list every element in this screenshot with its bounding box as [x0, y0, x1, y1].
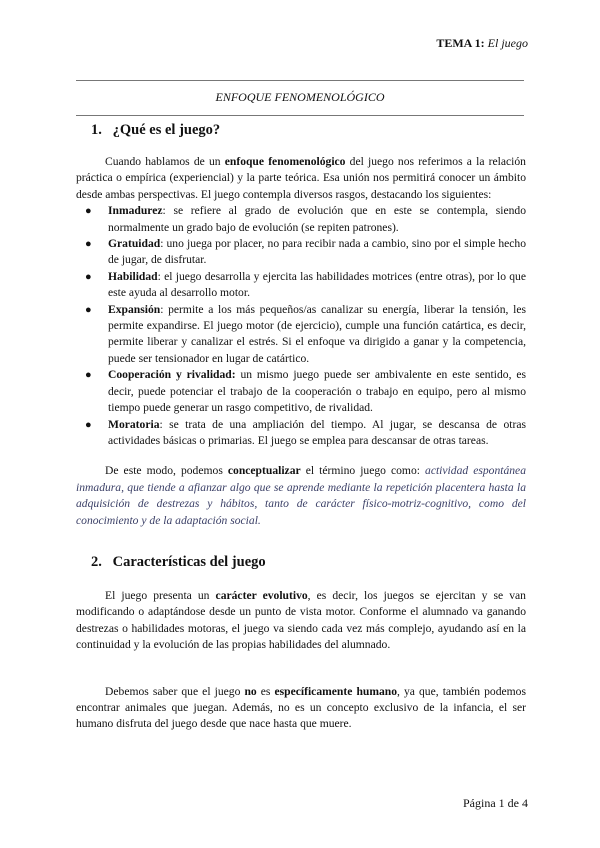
- section-2-body: [76, 588, 526, 733]
- header-tema: TEMA 1:: [436, 36, 485, 50]
- human-paragraph: [76, 684, 526, 733]
- intro-text-b: del juego nos referimos a la relación práctica o empírica (experiencial) y la parte teórica. Esa unión nos permitirá conocer un ámbito desde ambas perspectivas. El juego contempla diversos rasgos, destacando los siguientes:: [76, 155, 526, 201]
- section-1-heading: [76, 122, 526, 138]
- trait-term: Cooperación y rivalidad:: [108, 368, 236, 382]
- evolution-paragraph: [76, 588, 526, 654]
- intro-paragraph: [76, 154, 526, 203]
- section-1-title: ¿Qué es el juego?: [112, 122, 221, 138]
- section-2-heading: [76, 554, 526, 570]
- list-item: [85, 269, 526, 302]
- trait-text: : se refiere al grado de evolución que en este se contempla, siendo normalmente un grado bajo de evolución (se repiten patrones).: [108, 204, 526, 234]
- para2-text-a: El juego presenta un: [105, 589, 216, 602]
- intro-bold: enfoque fenomenológico: [224, 155, 346, 168]
- divider-top: [76, 80, 524, 81]
- section-1: [76, 122, 526, 138]
- list-item: [85, 302, 526, 368]
- list-item: [85, 367, 526, 416]
- section-2-number: 2.: [91, 554, 102, 570]
- trait-term: Inmadurez: [108, 204, 163, 218]
- bullet-icon: ●: [85, 238, 92, 251]
- section-2-title: Características del juego: [112, 554, 266, 570]
- definition-quote: actividad espontánea inmadura, que tiende a afianzar algo que se aprende mediante la repetición placentera hasta la adquisición de destrezas y hábitos, tanto de carácter físico-motriz-cognitivo, como del conocimiento y de la adaptación social.: [76, 464, 527, 527]
- bullet-icon: ●: [85, 418, 92, 431]
- list-item: [85, 417, 526, 450]
- bullet-icon: ●: [85, 270, 92, 283]
- para2-text-b: , es decir, los juegos se ejercitan y se van modificando o adaptándose desde un punto de vista motor. Conforme el alumnado va ganando destrezas o habilidades motoras, el juego va siendo cada vez más complejo, ayudando así en la continuidad y la evolución de las propias habilidades del alumnado.: [76, 589, 526, 652]
- definition-bold: conceptualizar: [227, 464, 301, 478]
- para3-bold-no: no: [244, 684, 257, 698]
- trait-term: Moratoria: [108, 417, 160, 431]
- trait-text: : el juego desarrolla y ejercita las habilidades motrices (entre otras), por lo que este ayuda al desarrollo motor.: [108, 269, 526, 300]
- divider-bottom: [76, 115, 524, 116]
- trait-text: un mismo juego puede ser ambivalente en este sentido, es decir, puede potenciar el trabajo de la cooperación o trabajo en equipo, pero al mismo tiempo puede generar un rasgo competitivo, de rivalidad.: [108, 368, 526, 415]
- page-header: [436, 36, 528, 51]
- definition-text-b: el término juego como:: [300, 464, 426, 478]
- bullet-icon: ●: [85, 205, 92, 218]
- trait-term: Habilidad: [108, 269, 158, 283]
- para2-bold: carácter evolutivo: [215, 589, 308, 602]
- list-item: [85, 203, 526, 236]
- section-1-body: [76, 154, 526, 529]
- bullet-icon: ●: [85, 369, 92, 382]
- trait-text: : permite a los más pequeños/as canalizar su energía, liberar la tensión, les permite expandirse. El juego motor (de ejercicio), cumple una función catártica, es decir, permite liberar y canalizar el estrés. Si el enfoque va dirigido a ganar y la competencia, puede ser tensionador en lugar de catártico.: [108, 302, 526, 365]
- intro-text-a: Cuando hablamos de un: [105, 155, 225, 168]
- section-banner: ENFOQUE FENOMENOLÓGICO: [215, 90, 385, 104]
- bullet-icon: ●: [85, 303, 92, 316]
- section-1-number: 1.: [91, 122, 102, 138]
- list-item: [85, 236, 526, 269]
- traits-list: [76, 203, 526, 449]
- trait-term: Expansión: [108, 302, 161, 316]
- trait-text: : uno juega por placer, no para recibir nada a cambio, sino por el simple hecho de jugar, de disfrutar.: [108, 237, 526, 267]
- trait-text: : se trata de una ampliación del tiempo. Al jugar, se descansa de otras actividades básicas o primarias. El juego se emplea para descansar de otras tareas.: [108, 417, 526, 447]
- para3-text-c: , ya que, también podemos encontrar animales que juegan. Además, no es un concepto exclusivo de la infancia, el ser humano disfruta del juego desde que nace hasta que muere.: [76, 684, 526, 731]
- section-2: [76, 554, 526, 570]
- header-subtitle: El juego: [487, 36, 528, 50]
- para3-text-a: Debemos saber que el juego: [105, 684, 245, 698]
- definition-text-a: De este modo, podemos: [105, 464, 228, 478]
- definition-paragraph: [76, 463, 526, 529]
- trait-term: Gratuidad: [108, 237, 161, 251]
- para3-bold-human: específicamente humano: [274, 684, 398, 698]
- para3-text-b: es: [256, 684, 275, 698]
- page-number: Página 1 de 4: [463, 796, 528, 810]
